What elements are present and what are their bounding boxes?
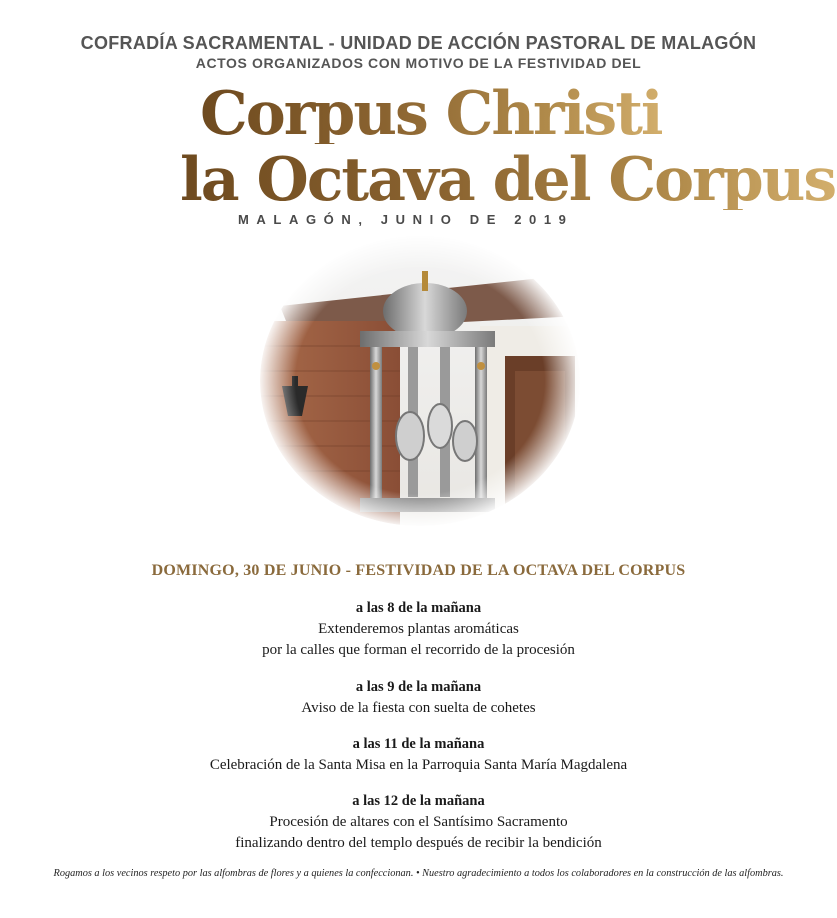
monstrance-photo [260,236,580,526]
schedule-item-8 [0,598,837,661]
header-line-1: COFRADÍA SACRAMENTAL - UNIDAD DE ACCIÓN PASTORAL DE MALAGÓN [80,33,757,53]
title-corpus-christi: Corpus Christi [200,79,662,149]
schedule-time: a las 11 de la mañana [352,736,485,752]
schedule-time: a las 12 de la mañana [352,793,485,809]
schedule-line: Extenderemos plantas aromáticas [318,621,519,637]
schedule-item-12 [0,791,837,854]
schedule-time: a las 9 de la mañana [355,679,482,695]
footnote: Rogamos a los vecinos respeto por las alfombras de flores y a quienes la confeccionan. • Nuestro agradecimiento a todos los colaboradores en la construcción de las alfombras. [53,868,784,879]
title-octava-del-corpus: la Octava del Corpus [180,145,836,215]
header-line-2: ACTOS ORGANIZADOS CON MOTIVO DE LA FESTIVIDAD DEL [195,55,642,71]
schedule-item-11 [0,734,837,776]
schedule-line: finalizando dentro del templo después de recibir la bendición [235,835,602,851]
monstrance-photo-icon [260,236,580,526]
schedule-line: Procesión de altares con el Santísimo Sacramento [269,814,568,830]
event-title: DOMINGO, 30 DE JUNIO - FESTIVIDAD DE LA OCTAVA DEL CORPUS [151,562,686,579]
schedule-line: por la calles que forman el recorrido de la procesión [262,642,575,658]
dateline: MALAGÓN, JUNIO DE 2019 [238,212,574,227]
schedule-line: Celebración de la Santa Misa en la Parroquia Santa María Magdalena [209,757,628,773]
schedule-time: a las 8 de la mañana [355,600,482,616]
schedule-line: Aviso de la fiesta con suelta de cohetes [301,700,536,716]
schedule-item-9 [0,677,837,719]
